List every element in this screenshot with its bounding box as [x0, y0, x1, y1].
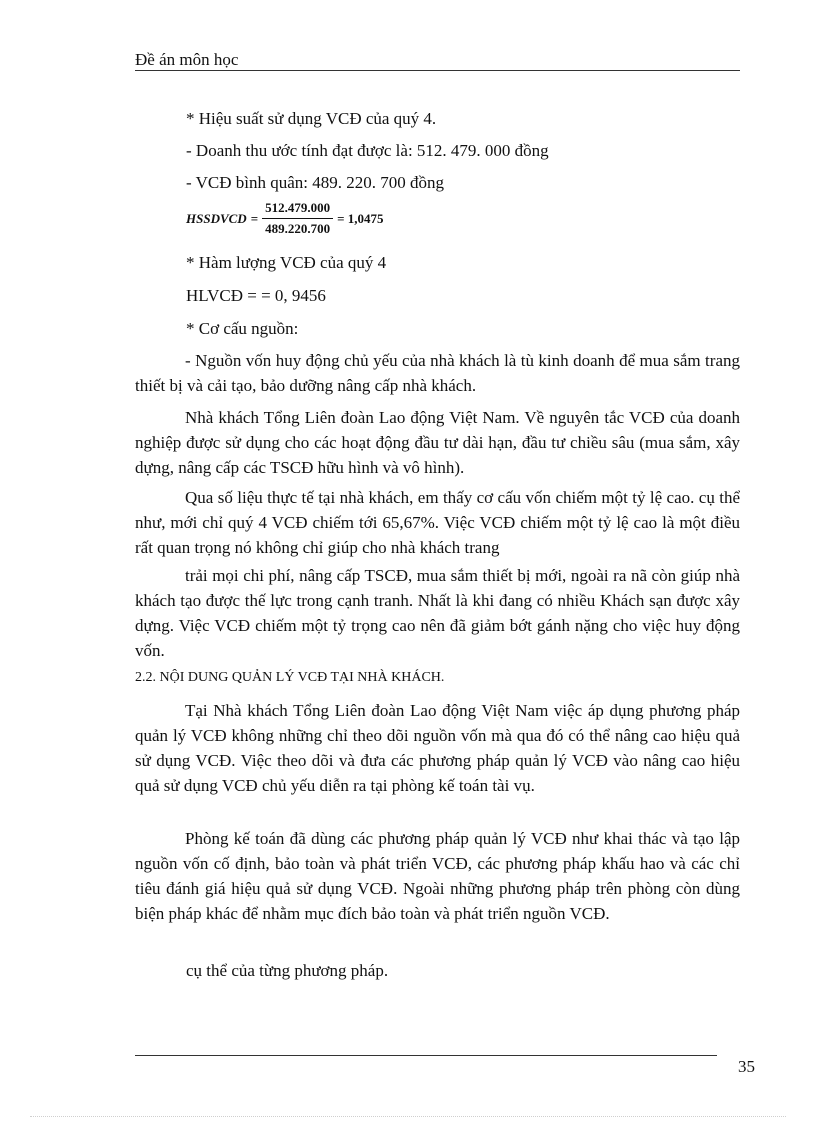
paragraph-phong-ke-toan: Phòng kế toán đã dùng các phương pháp quản lý VCĐ như khai thác và tạo lập nguồn vốn cố định, bảo toàn và phát triển VCĐ, các phương pháp khấu hao và các chỉ tiêu đánh giá hiệu quả sử dụng VCĐ. Ngoài những phương pháp trên phòng còn dùng biện pháp khác để nhằm mục đích bảo toàn và phát triển nguồn VCĐ. [135, 829, 740, 923]
page-header-title: Đề án môn học [135, 50, 239, 69]
footer-rule [135, 1055, 717, 1056]
paragraph-cu-the: cụ thể của từng phương pháp. [186, 961, 389, 980]
page-bottom-dotted-rule [30, 1116, 786, 1117]
paragraph-trai-moi-chi-phi: trải mọi chi phí, nâng cấp TSCĐ, mua sắm thiết bị mới, ngoài ra nã còn giúp nhà khách tạo được thế lực trong cạnh tranh. Nhất là khi đang có nhiều Khách sạn được xây dựng. Việc VCĐ chiếm một tỷ trọng cao nên đã giảm bớt gánh nặng cho việc huy động vốn. [135, 566, 740, 660]
formula-fraction [262, 200, 333, 237]
formula-lhs: HSSDVCD [186, 210, 247, 226]
line-vcd-binh-quan: - VCĐ bình quân: 489. 220. 700 đồng [186, 173, 444, 192]
paragraph-nguyen-tac: Nhà khách Tổng Liên đoàn Lao động Việt Nam. Về nguyên tắc VCĐ của doanh nghiệp được sử dụng cho các hoạt động đầu tư dài hạn, đầu tư chiều sâu (mua sắm, xây dựng, nâng cấp các TSCĐ hữu hình và vô hình). [135, 408, 740, 477]
formula-equals: = [250, 210, 259, 226]
formula-denominator: 489.220.700 [265, 221, 331, 236]
section-heading: 2.2. NỘI DUNG QUẢN LÝ VCĐ TẠI NHÀ KHÁCH. [135, 670, 445, 685]
paragraph-so-lieu: Qua số liệu thực tế tại nhà khách, em thấy cơ cấu vốn chiếm một tỷ lệ cao. cụ thể như, mới chỉ quý 4 VCĐ chiếm tới 65,67%. Việc VCĐ chiếm một tỷ lệ cao là một điều rất quan trọng nó không chỉ giúp cho nhà khách trang [135, 488, 740, 557]
line-co-cau-nguon: * Cơ cấu nguồn: [186, 319, 299, 338]
paragraph-tai-nha-khach: Tại Nhà khách Tổng Liên đoàn Lao động Việt Nam việc áp dụng phương pháp quản lý VCĐ không những chỉ theo dõi nguồn vốn mà qua đó có thể nâng cao hiệu quả sử dụng VCĐ. Việc theo dõi và đưa các phương pháp quản lý VCĐ vào nâng cao hiệu quả sử dụng VCĐ chủ yếu diễn ra tại phòng kế toán tài vụ. [135, 701, 740, 795]
formula-numerator: 512.479.000 [262, 200, 333, 219]
line-hlvcd: HLVCĐ = = 0, 9456 [186, 286, 326, 305]
page-number: 35 [738, 1057, 755, 1076]
line-hieu-suat: * Hiệu suất sử dụng VCĐ của quý 4. [186, 109, 437, 128]
formula-hssdvcd [186, 200, 384, 237]
header-rule [135, 70, 740, 71]
line-doanh-thu: - Doanh thu ước tính đạt được là: 512. 479. 000 đồng [186, 141, 549, 160]
paragraph-nguon-von: - Nguồn vốn huy động chủ yếu của nhà khách là tù kinh doanh để mua sắm trang thiết bị và cải tạo, bảo dưỡng nâng cấp nhà khách. [135, 351, 740, 395]
formula-result: = 1,0475 [337, 210, 384, 226]
line-ham-luong: * Hàm lượng VCĐ của quý 4 [186, 253, 387, 272]
